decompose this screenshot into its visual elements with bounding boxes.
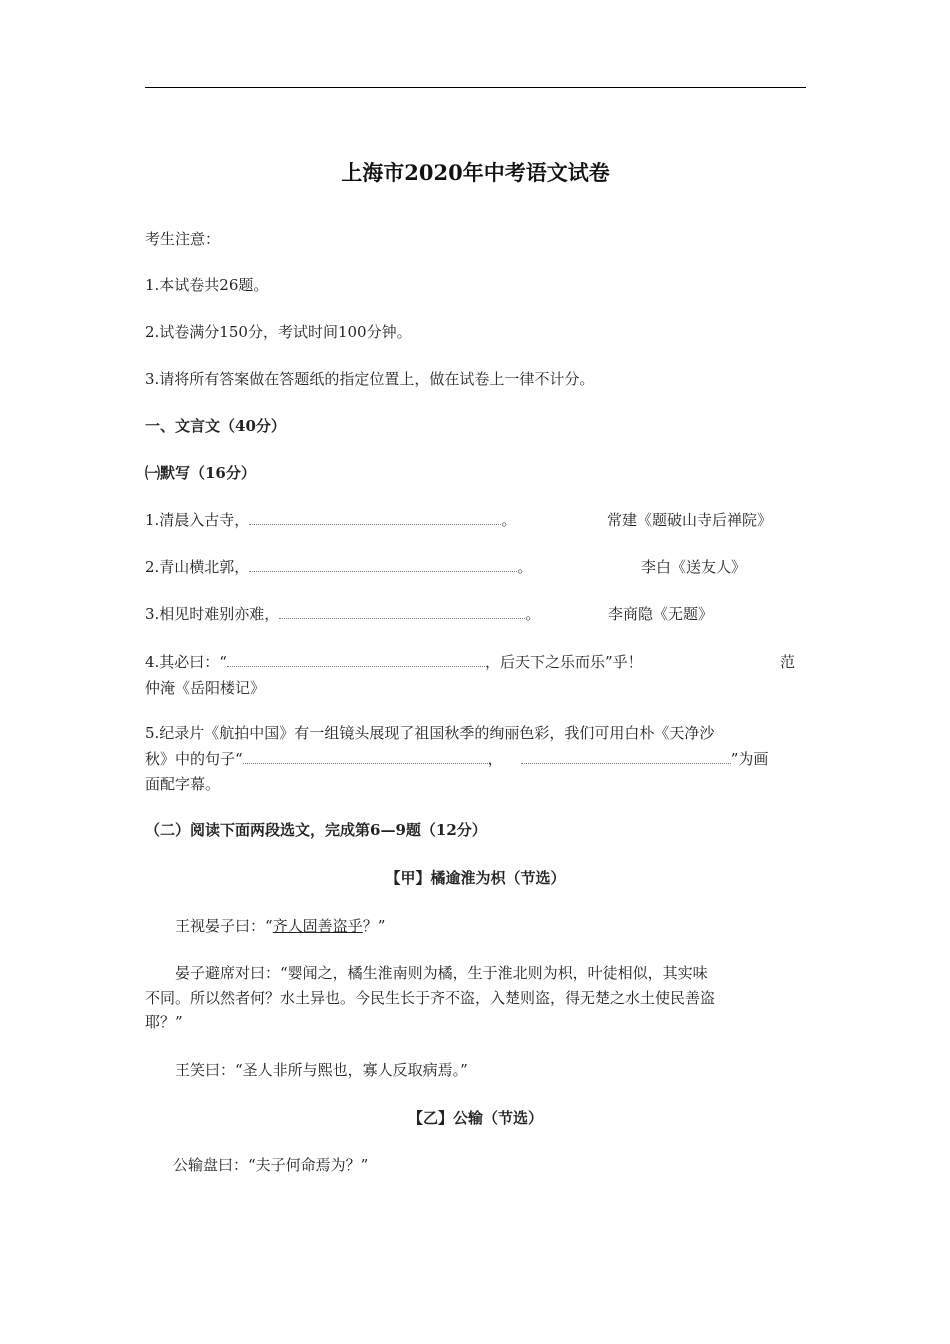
- answer-blank: [249, 555, 517, 572]
- question-5-line-2: [145, 747, 806, 771]
- question-5-text-a: 秋》中的句子“: [145, 750, 243, 768]
- passage-jia-paragraph-2-line-3: 耶？”: [145, 1013, 183, 1031]
- page-title: 上海市2020年中考语文试卷: [341, 160, 610, 185]
- question-1-end: 。: [501, 511, 517, 529]
- answer-blank: [249, 508, 501, 525]
- answer-blank: [227, 650, 485, 667]
- passage-jia-p1-text: 王视晏子曰：“: [175, 917, 273, 935]
- question-4-prefix: 4.其必曰：“: [145, 653, 227, 671]
- question-4-suffix: ，后天下之乐而乐”乎！: [484, 653, 643, 671]
- answer-blank: [279, 602, 525, 619]
- question-3-source: 李商隐《无题》: [608, 605, 714, 623]
- part-heading-reading: （二）阅读下面两段选文，完成第6—9题（12分）: [145, 821, 487, 839]
- passage-jia-paragraph-3: 王笑曰：“圣人非所与熙也，寡人反取病焉。”: [175, 1061, 468, 1079]
- question-3-prefix: 3.相见时难别亦难，: [145, 605, 280, 623]
- passage-jia-paragraph-1: [175, 914, 775, 938]
- question-5-line-1: 5.纪录片《航拍中国》有一组镜头展现了祖国秋季的绚丽色彩，我们可用白朴《天净沙: [145, 724, 715, 742]
- underlined-phrase: 齐人固善盗乎: [272, 917, 363, 935]
- passage-yi-paragraph-1: 公输盘曰：“夫子何命焉为？”: [173, 1156, 369, 1174]
- passage-jia-heading: 【甲】橘逾淮为枳（节选）: [385, 869, 566, 887]
- notice-item-1: 1.本试卷共26题。: [145, 276, 269, 294]
- question-4-source-end: 仲淹《岳阳楼记》: [145, 679, 266, 697]
- question-2-end: 。: [517, 558, 533, 576]
- question-2-prefix: 2.青山横北郭，: [145, 558, 250, 576]
- notice-item-2: 2.试卷满分150分，考试时间100分钟。: [145, 323, 412, 341]
- question-1-source: 常建《题破山寺后禅院》: [607, 511, 773, 529]
- question-3-end: 。: [525, 605, 541, 623]
- passage-yi-heading: 【乙】公输（节选）: [407, 1109, 543, 1127]
- section-heading-classical-chinese: 一、文言文（40分）: [145, 417, 286, 435]
- passage-jia-paragraph-2-line-2: 不同。所以然者何？水土异也。今民生长于齐不盗，入楚则盗，得无楚之水土使民善盗: [145, 989, 716, 1007]
- question-4-source-start: 范: [780, 653, 796, 671]
- passage-jia-paragraph-2-line-1: 晏子避席对曰：“婴闻之，橘生淮南则为橘，生于淮北则为枳，叶徒相似，其实味: [175, 964, 708, 982]
- answer-blank: [243, 747, 488, 764]
- notice-item-3: 3.请将所有答案做在答题纸的指定位置上，做在试卷上一律不计分。: [145, 370, 595, 388]
- passage-jia-p1-end: ？”: [362, 917, 386, 935]
- question-5-text-c: ”为画: [730, 750, 769, 768]
- question-5-text-b: ，: [487, 750, 503, 768]
- question-1-prefix: 1.清晨入古寺，: [145, 511, 250, 529]
- notice-heading: 考生注意：: [145, 230, 221, 248]
- part-heading-dictation: ㈠默写（16分）: [145, 464, 256, 482]
- question-4: [145, 650, 806, 674]
- answer-blank: [521, 747, 731, 764]
- header-rule: [145, 87, 806, 88]
- question-2-source: 李白《送友人》: [641, 558, 747, 576]
- question-5-line-3: 面配字幕。: [145, 775, 221, 793]
